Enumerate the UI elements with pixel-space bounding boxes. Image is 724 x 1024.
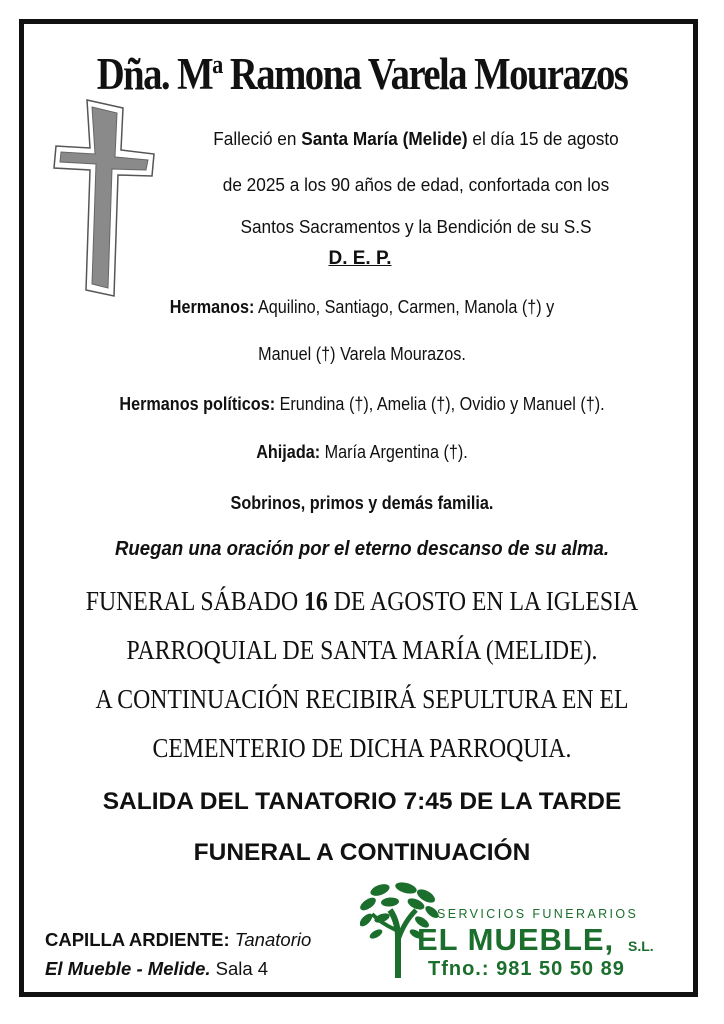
- prayer-line: Ruegan una oración por el eterno descanso de su alma.: [114, 538, 610, 560]
- funeral-line-1: FUNERAL SÁBADO 16 DE AGOSTO EN LA IGLESIA: [85, 586, 639, 616]
- cross-icon: [50, 96, 160, 301]
- deceased-name: Dña. $M^a$ Ramona Varela Mourazos: [96, 49, 628, 99]
- capilla-line-2: El Mueble - Melide. Sala 4: [45, 958, 269, 979]
- logo-suffix: S.L.: [628, 938, 654, 954]
- intro-line-1: Falleció en Santa María (Melide) el día 15 de agosto: [213, 128, 619, 149]
- capilla-line-1: CAPILLA ARDIENTE: Tanatorio: [45, 929, 312, 950]
- sobrinos: Sobrinos, primos y demás familia.: [230, 493, 494, 513]
- intro-line-2: de 2025 a los 90 años de edad, confortada con los: [222, 174, 610, 195]
- funeral-line-3: A CONTINUACIÓN RECIBIRÁ SEPULTURA EN EL: [95, 684, 629, 714]
- hermanos-politicos: Hermanos políticos: Erundina (†), Amelia (†), Ovidio y Manuel (†).: [119, 394, 605, 414]
- funeral-line-2: PARROQUIAL DE SANTA MARÍA (MELIDE).: [126, 635, 598, 665]
- hermanos-line-2: Manuel (†) Varela Mourazos.: [258, 344, 466, 364]
- ahijada: Ahijada: María Argentina (†).: [256, 442, 468, 462]
- dep-heading: D. E. P.: [328, 248, 392, 269]
- intro-line-3: Santos Sacramentos y la Bendición de su S.S: [240, 216, 592, 237]
- funeral-continuacion: FUNERAL A CONTINUACIÓN: [193, 839, 531, 866]
- logo-brand: EL MUEBLE,: [417, 922, 615, 957]
- salida-line: SALIDA DEL TANATORIO 7:45 DE LA TARDE: [102, 788, 622, 815]
- logo-phone: Tfno.: 981 50 50 89: [428, 958, 625, 980]
- logo-subtitle: SERVICIOS FUNERARIOS: [437, 907, 639, 921]
- funeral-line-4: CEMENTERIO DE DICHA PARROQUIA.: [152, 733, 572, 763]
- hermanos-line-1: Hermanos: Aquilino, Santiago, Carmen, Manola (†) y: [169, 297, 555, 317]
